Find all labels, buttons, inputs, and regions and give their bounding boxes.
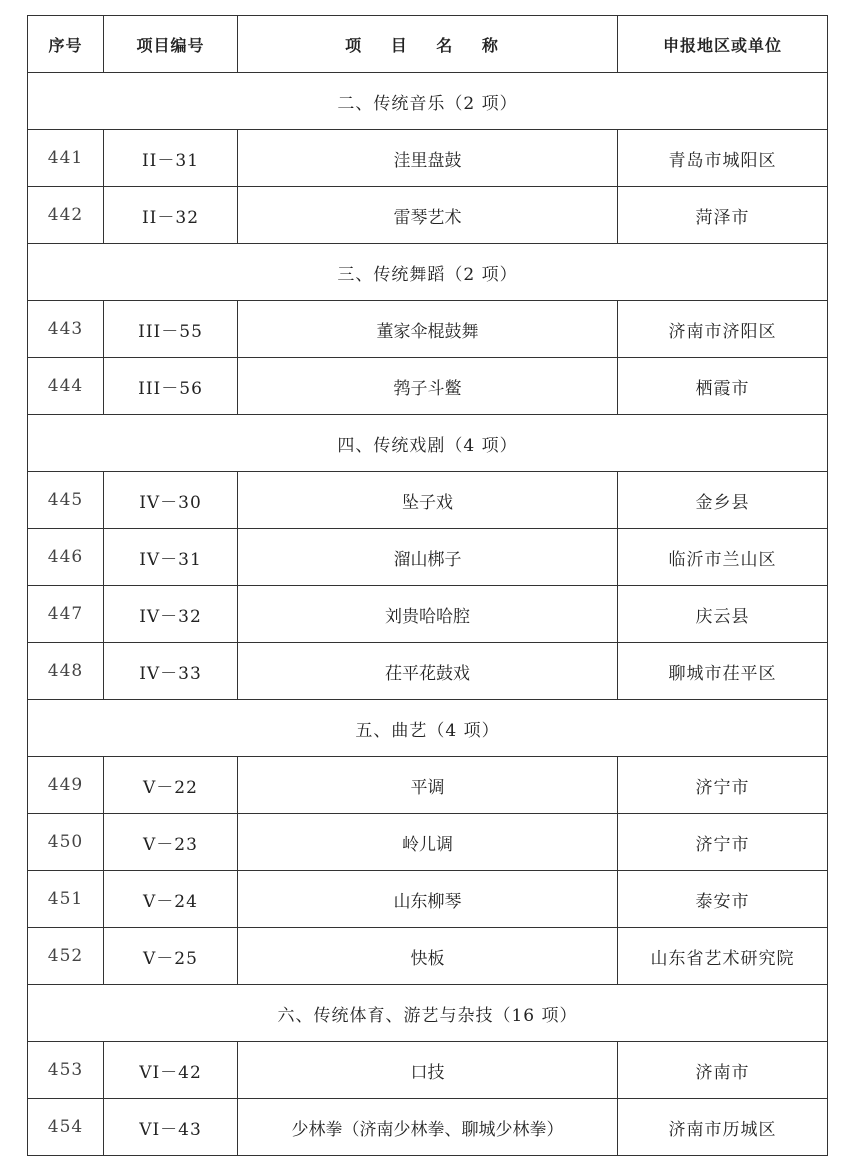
table-row	[28, 643, 828, 700]
category-row	[28, 415, 828, 472]
cell-code: IV－31	[104, 529, 238, 586]
cell-code: VI－42	[104, 1042, 238, 1099]
cell-seq: 441	[28, 130, 104, 187]
cell-region: 济宁市	[618, 814, 828, 871]
cell-seq: 444	[28, 358, 104, 415]
cell-code: III－56	[104, 358, 238, 415]
cell-seq: 442	[28, 187, 104, 244]
cell-name: 雷琴艺术	[238, 187, 618, 244]
table-row	[28, 529, 828, 586]
cell-seq: 446	[28, 529, 104, 586]
cell-region: 济南市济阳区	[618, 301, 828, 358]
cell-region: 庆云县	[618, 586, 828, 643]
category-title: 二、传统音乐（2 项）	[28, 73, 828, 130]
table-row	[28, 928, 828, 985]
cell-name: 刘贵哈哈腔	[238, 586, 618, 643]
cell-name: 快板	[238, 928, 618, 985]
heritage-project-table	[27, 15, 828, 1156]
category-row	[28, 73, 828, 130]
cell-name: 鹁子斗鳖	[238, 358, 618, 415]
table-header-row	[28, 16, 828, 73]
cell-region: 泰安市	[618, 871, 828, 928]
cell-region: 济宁市	[618, 757, 828, 814]
cell-name: 洼里盘鼓	[238, 130, 618, 187]
cell-region: 临沂市兰山区	[618, 529, 828, 586]
table-row	[28, 1099, 828, 1156]
cell-seq: 445	[28, 472, 104, 529]
table-row	[28, 1042, 828, 1099]
cell-name: 坠子戏	[238, 472, 618, 529]
cell-code: III－55	[104, 301, 238, 358]
cell-region: 山东省艺术研究院	[618, 928, 828, 985]
cell-code: II－32	[104, 187, 238, 244]
header-seq: 序号	[28, 16, 104, 73]
category-title: 六、传统体育、游艺与杂技（16 项）	[28, 985, 828, 1042]
cell-code: II－31	[104, 130, 238, 187]
header-region: 申报地区或单位	[618, 16, 828, 73]
category-title: 四、传统戏剧（4 项）	[28, 415, 828, 472]
table-row	[28, 757, 828, 814]
cell-region: 济南市	[618, 1042, 828, 1099]
table-row	[28, 871, 828, 928]
cell-name: 平调	[238, 757, 618, 814]
cell-seq: 447	[28, 586, 104, 643]
table-row	[28, 187, 828, 244]
cell-code: VI－43	[104, 1099, 238, 1156]
header-code: 项目编号	[104, 16, 238, 73]
table-row	[28, 301, 828, 358]
cell-code: IV－30	[104, 472, 238, 529]
category-row	[28, 700, 828, 757]
cell-name: 岭儿调	[238, 814, 618, 871]
category-title: 五、曲艺（4 项）	[28, 700, 828, 757]
cell-region: 金乡县	[618, 472, 828, 529]
table-row	[28, 130, 828, 187]
table-body	[28, 73, 828, 1156]
header-name: 项 目 名 称	[238, 16, 618, 73]
cell-region: 栖霞市	[618, 358, 828, 415]
cell-code: V－22	[104, 757, 238, 814]
cell-seq: 453	[28, 1042, 104, 1099]
cell-region: 青岛市城阳区	[618, 130, 828, 187]
cell-code: V－23	[104, 814, 238, 871]
cell-region: 菏泽市	[618, 187, 828, 244]
category-row	[28, 244, 828, 301]
cell-seq: 452	[28, 928, 104, 985]
cell-code: IV－33	[104, 643, 238, 700]
cell-region: 聊城市茌平区	[618, 643, 828, 700]
cell-name: 口技	[238, 1042, 618, 1099]
cell-name: 茌平花鼓戏	[238, 643, 618, 700]
table-row	[28, 814, 828, 871]
cell-code: V－24	[104, 871, 238, 928]
cell-seq: 450	[28, 814, 104, 871]
cell-name: 少林拳（济南少林拳、聊城少林拳）	[238, 1099, 618, 1156]
cell-seq: 451	[28, 871, 104, 928]
category-title: 三、传统舞蹈（2 项）	[28, 244, 828, 301]
table-row	[28, 472, 828, 529]
cell-seq: 443	[28, 301, 104, 358]
table-row	[28, 586, 828, 643]
cell-region: 济南市历城区	[618, 1099, 828, 1156]
cell-seq: 449	[28, 757, 104, 814]
cell-seq: 454	[28, 1099, 104, 1156]
cell-code: IV－32	[104, 586, 238, 643]
category-row	[28, 985, 828, 1042]
cell-name: 董家伞棍鼓舞	[238, 301, 618, 358]
cell-name: 山东柳琴	[238, 871, 618, 928]
cell-name: 溜山梆子	[238, 529, 618, 586]
table-row	[28, 358, 828, 415]
cell-seq: 448	[28, 643, 104, 700]
cell-code: V－25	[104, 928, 238, 985]
